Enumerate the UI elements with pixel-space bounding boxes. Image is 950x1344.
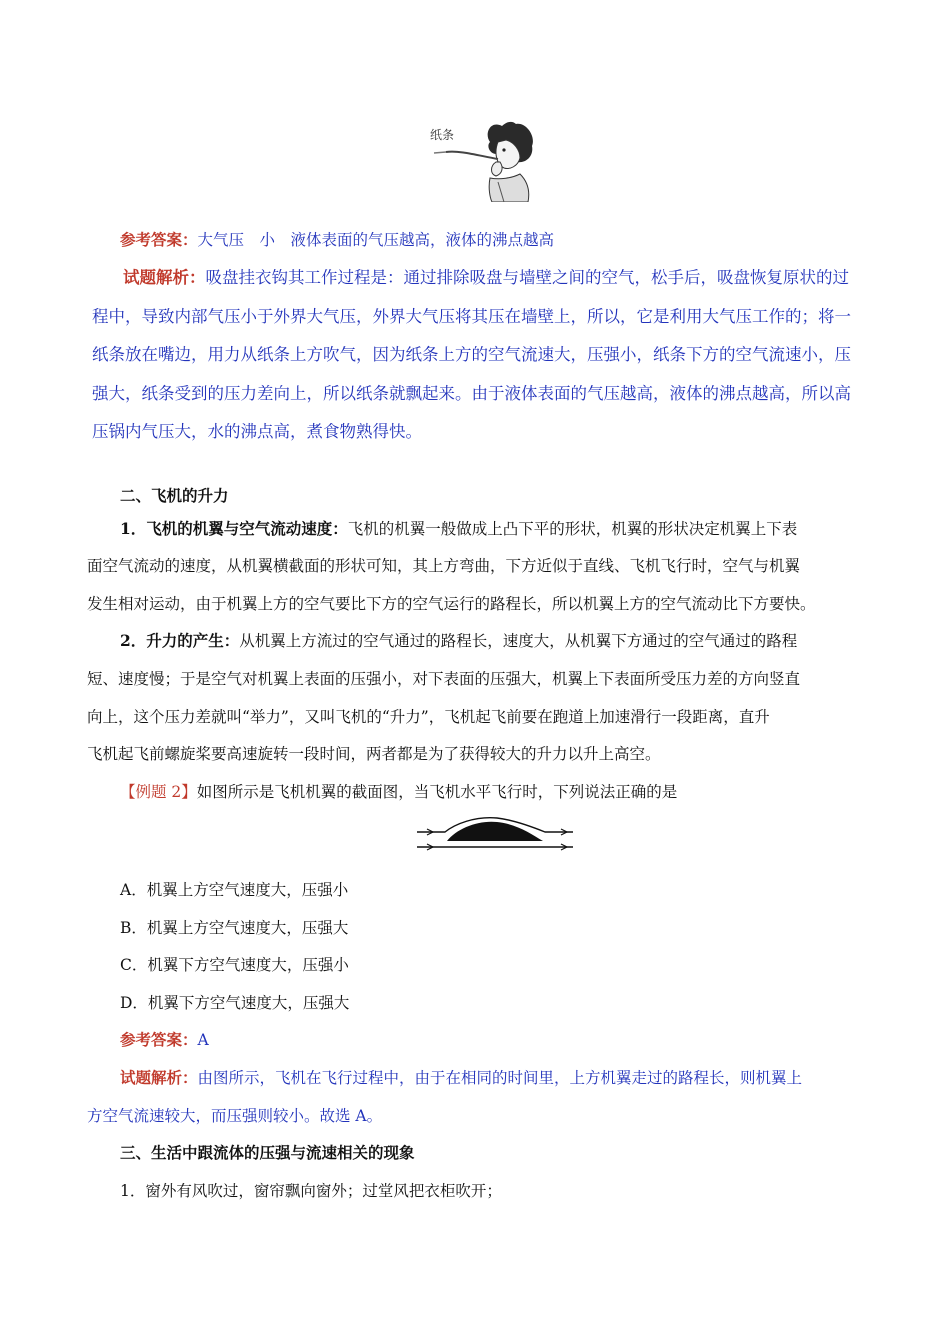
section-2-p2-line-1: [120, 631, 797, 651]
section-2-p2-line-2: 短、速度慢；于是空气对机翼上表面的压强小，对下表面的压强大，机翼上下表面所受压力差的方向竖直: [87, 670, 801, 688]
analysis-1-line-5: 压锅内气压大，水的沸点高，煮食物熟得快。: [92, 422, 422, 441]
section-2-p1-line-2: 面空气流动的速度，从机翼横截面的形状可知，其上方弯曲，下方近似于直线、飞机飞行时，空气与机翼: [87, 557, 801, 575]
answer-2-value: A: [197, 1031, 209, 1049]
analysis-label: 试题解析：: [123, 268, 206, 287]
analysis-text: 吸盘挂衣钩其工作过程是：通过排除吸盘与墙壁之间的空气，松手后，吸盘恢复原状的过: [205, 268, 849, 287]
option-c: C．机翼下方空气速度大，压强小: [120, 956, 349, 974]
example-tag: 【例题 2】: [120, 783, 197, 801]
figure-label: 纸条: [430, 128, 455, 142]
airfoil-icon: [415, 814, 575, 854]
section-2-p1-line-1: [120, 519, 797, 539]
answer-1: [120, 230, 554, 250]
wing-cross-section-figure: [415, 814, 575, 854]
p2-text: 从机翼上方流过的空气通过的路程长，速度大，从机翼下方通过的空气通过的路程: [239, 632, 798, 650]
analysis-1-line-1: [123, 267, 849, 289]
analysis-2-line-1: [120, 1068, 802, 1088]
p2-label: 2．升力的产生：: [120, 631, 240, 650]
section-2-heading: 二、飞机的升力: [120, 486, 229, 505]
answer-text: 大气压 小 液体表面的气压越高，液体的沸点越高: [197, 231, 555, 249]
analysis-1-line-3: 纸条放在嘴边，用力从纸条上方吹气，因为纸条上方的空气流速大，压强小，纸条下方的空气流速小，压: [92, 345, 851, 364]
example-2-question: [120, 782, 677, 802]
example-question-text: 如图所示是飞机机翼的截面图，当飞机水平飞行时，下列说法正确的是: [196, 783, 678, 801]
section-3-heading: 三、生活中跟流体的压强与流速相关的现象: [120, 1143, 415, 1162]
section-2-p2-line-3: 向上，这个压力差就叫“举力”，又叫飞机的“升力”，飞机起飞前要在跑道上加速滑行一段距离，直升: [87, 708, 770, 726]
section-3-item-1: 1．窗外有风吹过，窗帘飘向窗外；过堂风把衣柜吹开；: [120, 1182, 502, 1200]
answer-label: 参考答案：: [120, 230, 198, 249]
option-a: A．机翼上方空气速度大，压强小: [120, 881, 349, 899]
answer-2: [120, 1030, 209, 1050]
section-2-p1-line-3: 发生相对运动，由于机翼上方的空气要比下方的空气运行的路程长，所以机翼上方的空气流动比下方要快。: [87, 595, 816, 613]
analysis-1-line-4: 强大，纸条受到的压力差向上，所以纸条就飘起来。由于液体表面的气压越高，液体的沸点越高，所以高: [92, 384, 851, 403]
option-b: B．机翼上方空气速度大，压强大: [120, 919, 349, 937]
analysis-1-line-2: 程中，导致内部气压小于外界大气压，外界大气压将其压在墙壁上，所以，它是利用大气压工作的；将一: [92, 307, 851, 326]
answer-2-label: 参考答案：: [120, 1030, 198, 1049]
analysis-2-line-2: 方空气流速较大，而压强则较小。故选 A。: [87, 1107, 383, 1125]
p1-text: 飞机的机翼一般做成上凸下平的形状，机翼的形状决定机翼上下表: [347, 520, 798, 538]
analysis-2-label: 试题解析：: [120, 1068, 198, 1087]
section-2-p2-line-4: 飞机起飞前螺旋桨要高速旋转一段时间，两者都是为了获得较大的升力以升上高空。: [87, 745, 661, 763]
option-d: D．机翼下方空气速度大，压强大: [120, 994, 350, 1012]
blowing-paper-figure: [420, 112, 550, 202]
analysis-2-text: 由图所示，飞机在飞行过程中，由于在相同的时间里，上方机翼走过的路程长，则机翼上: [197, 1069, 803, 1087]
p1-label: 1．飞机的机翼与空气流动速度：: [120, 519, 348, 538]
